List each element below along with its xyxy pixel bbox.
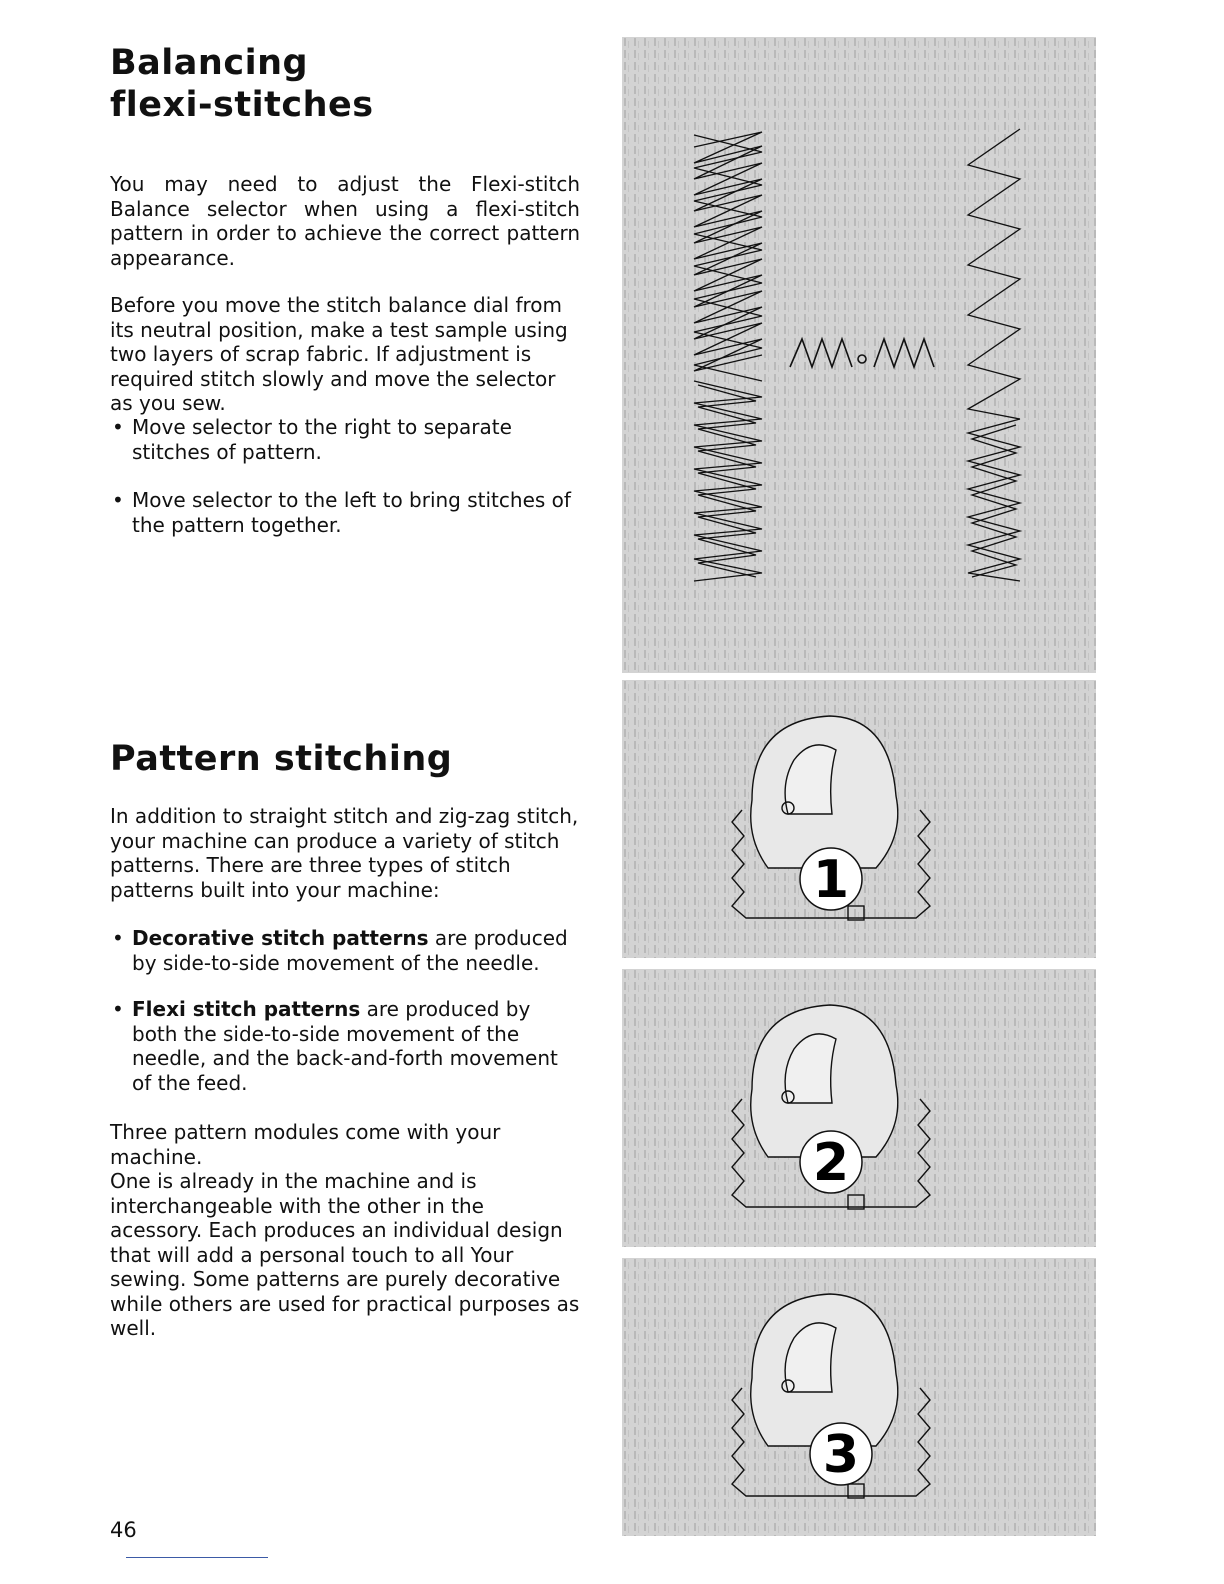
title-line-1: Balancing	[110, 43, 309, 83]
bullet-dot: •	[112, 415, 124, 439]
balance-paragraph-2: Before you move the stitch balance dial from its neutral position, make a test sample using two layers of scrap fabric. If adjustment is required stitch slowly and move the selector as you sew.	[110, 293, 568, 415]
title-line-2: flexi-stitches	[110, 85, 374, 125]
page-number: 46	[110, 1518, 137, 1542]
bullet-dot: •	[112, 926, 124, 950]
balance-bullet-right	[110, 415, 580, 464]
bullet-text: Move selector to the left to bring stitches of the pattern together.	[132, 488, 571, 537]
balance-paragraph-1: You may need to adjust the Flexi-stitch Balance selector when using a flexi-stitch pattern in order to achieve the correct pattern appearance.	[110, 172, 580, 270]
footer-rule	[126, 1557, 268, 1558]
bullet-text: are produced by side-to-side movement of the needle.	[132, 926, 568, 975]
bullet-text: Move selector to the right to separate stitches of pattern.	[132, 415, 512, 464]
module-figure-3	[622, 1258, 1096, 1536]
fabric-background	[622, 37, 1096, 673]
section-title-pattern-stitching: Pattern stitching	[110, 739, 453, 779]
decorative-bullet	[110, 926, 580, 975]
modules-line-2: One is already in the machine and is interchangeable with the other in the acessory. Each produces an individual design that will add a personal touch to all Your sewing. Some patterns are purely decorative while others are used for practical purposes as well.	[110, 1169, 580, 1340]
module-number-1: 1	[812, 850, 850, 910]
bullet-text: are produced by both the side-to-side movement of the needle, and the back-and-forth movement of the feed.	[132, 997, 558, 1095]
bullet-dot: •	[112, 488, 124, 512]
module-figure-1	[622, 680, 1096, 958]
modules-line-1: Three pattern modules come with your machine.	[110, 1120, 501, 1169]
modules-paragraph	[110, 1120, 580, 1341]
section-title-balancing	[110, 42, 374, 126]
module-number-2: 2	[812, 1133, 850, 1193]
module-figure-2	[622, 969, 1096, 1247]
balance-figure	[622, 37, 1096, 673]
bullet-dot: •	[112, 997, 124, 1021]
balance-bullet-left	[110, 488, 580, 537]
pattern-intro: In addition to straight stitch and zig-zag stitch, your machine can produce a variety of stitch patterns. There are three types of stitch patterns built into your machine:	[110, 804, 579, 902]
bullet-bold: Decorative stitch patterns	[132, 926, 429, 950]
module-number-3: 3	[822, 1425, 860, 1485]
flexi-bullet	[110, 997, 580, 1095]
bullet-bold: Flexi stitch patterns	[132, 997, 361, 1021]
